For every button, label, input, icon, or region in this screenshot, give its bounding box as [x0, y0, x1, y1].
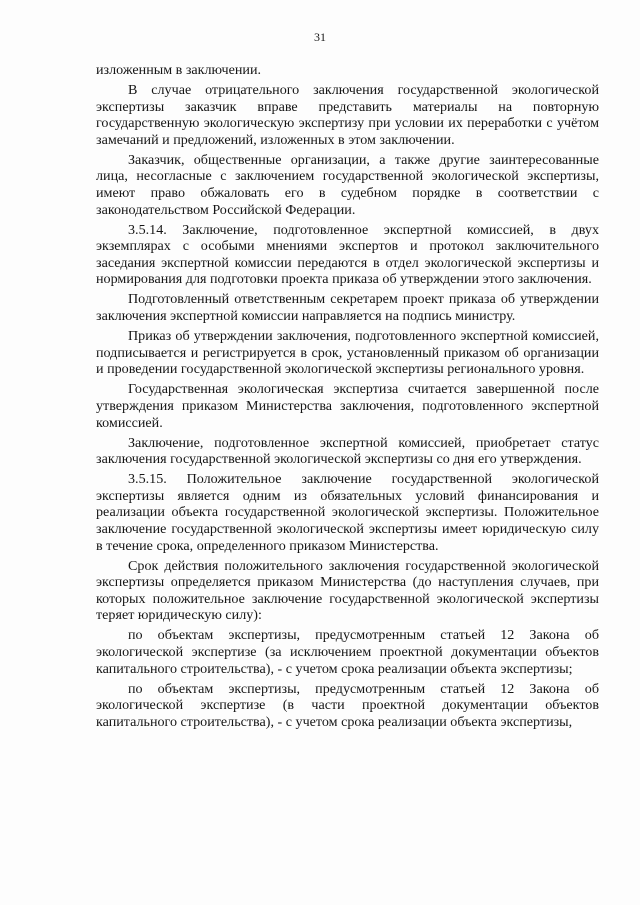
paragraph: Срок действия положительного заключения государственной экологической экспертизы определяется приказом Министерства (до наступления случаев, при которых положительное заключение государственной экологической экспертизы теряет юридическую силу): [96, 557, 599, 624]
paragraph: Приказ об утверждении заключения, подготовленного экспертной комиссией, подписывается и регистрируется в срок, установленный приказом об организации и проведении государственной экологической экспертизы регионального уровня. [96, 328, 599, 378]
paragraph: изложенным в заключении. [96, 62, 262, 78]
paragraph: по объектам экспертизы, предусмотренным статьей 12 Закона об экологической экспертизе (за исключением проектной документации объектов капитального строительства), - с учетом срока реализации объекта экспертизы; [96, 627, 599, 677]
paragraph: 3.5.14. Заключение, подготовленное экспертной комиссией, в двух экземплярах с особыми мнениями экспертов и протокол заключительного заседания экспертной комиссии передаются в отдел экологической экспертизы и нормирования для подготовки проекта приказа об утверждении этого заключения. [96, 221, 599, 288]
document-body [96, 62, 599, 734]
paragraph: Заказчик, общественные организации, а также другие заинтересованные лица, несогласные с заключением государственной экологической экспертизы, имеют право обжаловать его в судебном порядке в соответствии с законодательством Российской Федерации. [96, 151, 599, 218]
paragraph: Заключение, подготовленное экспертной комиссией, приобретает статус заключения государственной экологической экспертизы со дня его утверждения. [96, 434, 599, 468]
paragraph: 3.5.15. Положительное заключение государственной экологической экспертизы является одним из обязательных условий финансирования и реализации объекта государственной экологической экспертизы. Положительное заключение государственной экологической экспертизы имеет юридическую силу в течение срока, определенного приказом Министерства. [96, 471, 599, 554]
paragraph: по объектам экспертизы, предусмотренным статьей 12 Закона об экологической экспертизе (в части проектной документации объектов капитального строительства), - с учетом срока реализации объекта экспертизы, [96, 680, 599, 730]
paragraph: В случае отрицательного заключения государственной экологической экспертизы заказчик вправе представить материалы на повторную государственную экологическую экспертизу при условии их переработки с учётом замечаний и предложений, изложенных в этом заключении. [96, 82, 599, 148]
paragraph: Государственная экологическая экспертиза считается завершенной после утверждения приказом Министерства заключения, подготовленного экспертной комиссией. [96, 381, 599, 431]
page-number: 31 [314, 30, 326, 44]
paragraph: Подготовленный ответственным секретарем проект приказа об утверждении заключения экспертной комиссии направляется на подпись министру. [96, 291, 599, 325]
